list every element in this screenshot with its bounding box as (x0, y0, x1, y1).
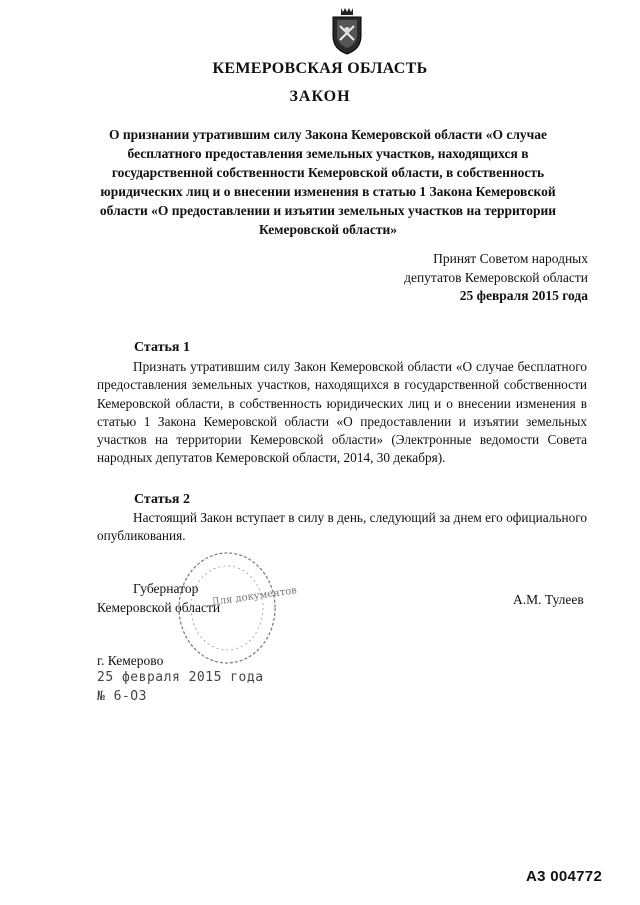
law-title: О признании утратившим силу Закона Кемеровской области «О случае бесплатного предоставления земельных участков, находящихся в государственной собственности Кемеровской области, в собственность юридических лиц и о внесении изменения в статью 1 Закона Кемеровской области «О предоставлении и изъятии земельных участков на территории Кемеровской области» (99, 127, 557, 237)
article-1-heading: Статья 1 (134, 340, 190, 355)
registration-number: № 6-ОЗ (97, 689, 147, 704)
article-1-text: Признать утратившим силу Закон Кемеровской области «О случае бесплатного предоставления земельных участков, находящихся в государственной собственности Кемеровской области, в собственность юридических лиц и о внесении изменения в статью 1 Закона Кемеровской области «О предоставлении и изъятии земельных участков на территории Кемеровской области» (Электронные ведомости Совета народных депутатов Кемеровской области, 2014, 30 декабря). (97, 359, 587, 466)
adoption-block (404, 250, 588, 306)
city: г. Кемерово (97, 653, 164, 668)
signatory-position (97, 580, 220, 617)
document-type: ЗАКОН (289, 88, 351, 105)
adoption-line-1: Принят Советом народных (433, 251, 588, 266)
position-line-1: Губернатор (133, 581, 199, 596)
adoption-line-2: депутатов Кемеровской области (404, 269, 588, 285)
position-line-2: Кемеровской области (97, 599, 221, 615)
form-serial-number: А3 004772 (526, 868, 603, 885)
article-2-text: Настоящий Закон вступает в силу в день, следующий за днем его официального опубликования. (97, 510, 587, 544)
kemerovo-coat-of-arms-icon (329, 6, 365, 56)
article-2-heading: Статья 2 (134, 492, 190, 507)
region-name: КЕМЕРОВСКАЯ ОБЛАСТЬ (212, 60, 428, 77)
adoption-date: 25 февраля 2015 года (459, 288, 588, 303)
signatory-name: А.М. Тулеев (513, 592, 584, 607)
registration-date: 25 февраля 2015 года (97, 670, 264, 685)
stamp-text: Для документов (211, 585, 298, 609)
